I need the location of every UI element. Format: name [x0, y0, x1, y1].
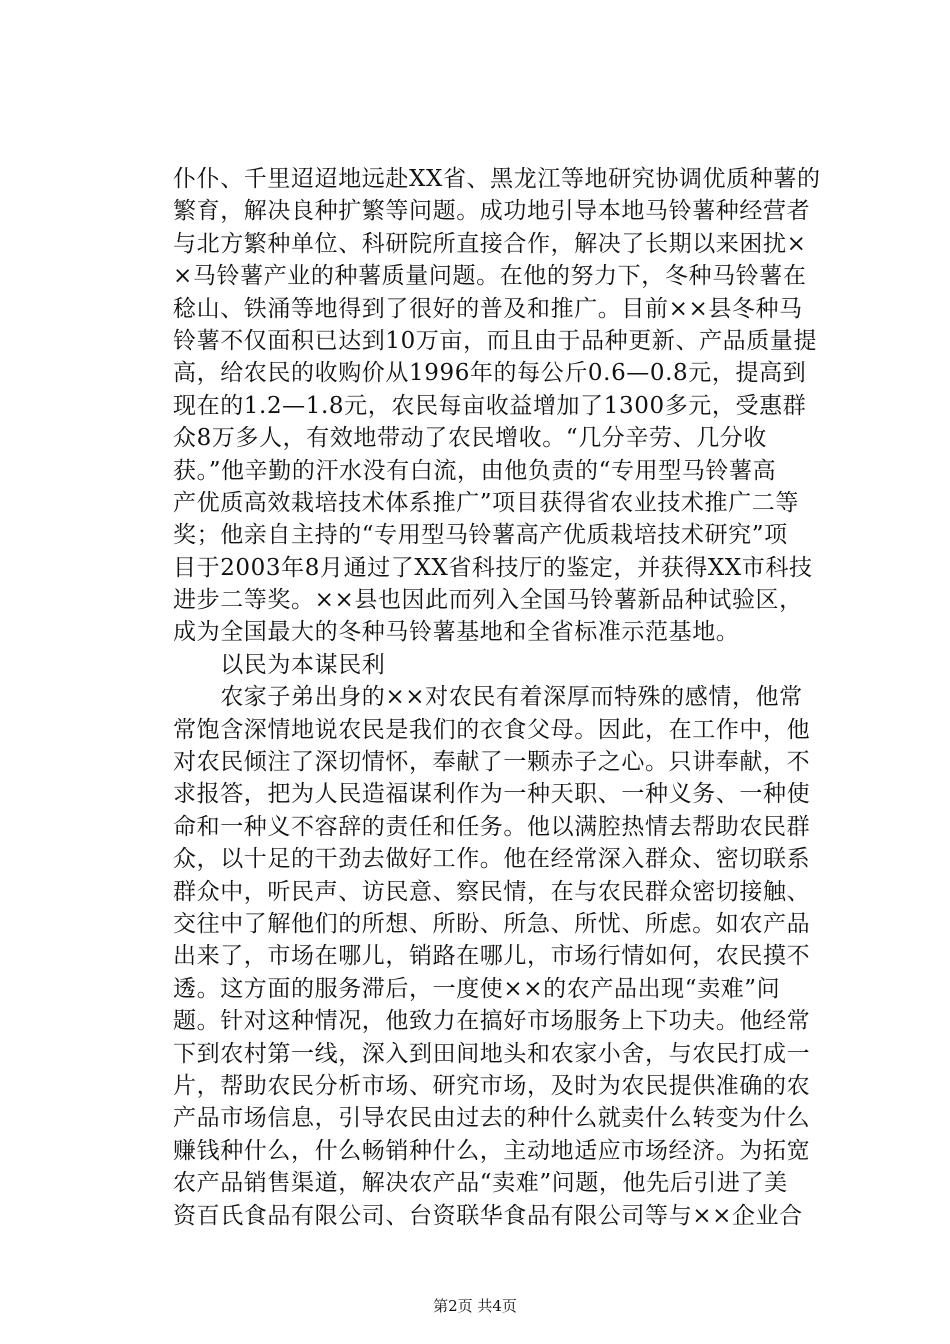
text-line: 产品市场信息，引导农民由过去的种什么就卖什么转变为什么	[173, 1105, 811, 1132]
text-line: 群众中，听民声、访民意、察民情，在与农民群众密切接触、	[173, 878, 811, 905]
section-heading: 以民为本谋民利	[173, 651, 386, 678]
text-line: ×马铃薯产业的种薯质量问题。在他的努力下，冬种马铃薯在	[173, 263, 807, 290]
document-body	[173, 163, 833, 1232]
text-line: 与北方繁种单位、科研院所直接合作，解决了长期以来困扰×	[173, 230, 807, 257]
text-line: 题。针对这种情况，他致力在搞好市场服务上下功夫。他经常	[173, 1008, 811, 1035]
text-line: 出来了，市场在哪儿，销路在哪儿，市场行情如何，农民摸不	[173, 943, 811, 970]
text-line: 赚钱种什么，什么畅销种什么，主动地适应市场经济。为拓宽	[173, 1137, 811, 1164]
text-line: 繁育，解决良种扩繁等问题。成功地引导本地马铃薯种经营者	[173, 198, 811, 225]
text-line: 透。这方面的服务滞后，一度使××的农产品出现“卖难”问	[173, 975, 781, 1002]
page-number-footer: 第2页 共4页	[433, 1297, 517, 1315]
text-line: 对农民倾注了深切情怀，奉献了一颗赤子之心。只讲奉献，不	[173, 749, 811, 776]
text-line: 片，帮助农民分析市场、研究市场，及时为农民提供准确的农	[173, 1072, 811, 1099]
text-line: 农家子弟出身的××对农民有着深厚而特殊的感情，他常	[173, 684, 803, 711]
text-line: 众，以十足的干劲去做好工作。他在经常深入群众、密切联系	[173, 846, 811, 873]
text-line: 奖；他亲自主持的“专用型马铃薯高产优质栽培技术研究”项	[173, 522, 788, 549]
text-line: 交往中了解他们的所想、所盼、所急、所忧、所虑。如农产品	[173, 910, 811, 937]
text-line: 资百氏食品有限公司、台资联华食品有限公司等与××企业合	[173, 1202, 803, 1229]
text-line: 产优质高效栽培技术体系推广”项目获得省农业技术推广二等	[173, 489, 799, 516]
text-line: 下到农村第一线，深入到田间地头和农家小舍，与农民打成一	[173, 1040, 811, 1067]
text-line: 求报答，把为人民造福谋利作为一种天职、一种义务、一种使	[173, 781, 811, 808]
text-line: 仆仆、千里迢迢地远赴XX省、黑龙江等地研究协调优质种薯的	[173, 166, 821, 192]
text-line: 目于2003年8月通过了XX省科技厅的鉴定，并获得XX市科技	[173, 554, 813, 581]
text-line: 众8万多人，有效地带动了农民增收。“几分辛劳、几分收	[173, 425, 767, 452]
text-line: 获。”他辛勤的汗水没有白流，由他负责的“专用型马铃薯高	[173, 457, 777, 484]
text-line: 现在的1.2—1.8元，农民每亩收益增加了1300多元，受惠群	[173, 392, 807, 419]
text-line: 命和一种义不容辞的责任和任务。他以满腔热情去帮助农民群	[173, 813, 811, 840]
text-line: 农产品销售渠道，解决农产品“卖难”问题，他先后引进了美	[173, 1170, 788, 1197]
text-line: 高，给农民的收购价从1996年的每公斤0.6—0.8元，提高到	[173, 360, 807, 387]
text-line: 进步二等奖。××县也因此而列入全国马铃薯新品种试验区，	[173, 587, 803, 614]
text-line: 常饱含深情地说农民是我们的衣食父母。因此，在工作中，他	[173, 716, 811, 743]
text-line: 铃薯不仅面积已达到10万亩，而且由于品种更新、产品质量提	[173, 327, 818, 354]
text-line: 稔山、铁涌等地得到了很好的普及和推广。目前××县冬种马	[173, 295, 803, 322]
text-line: 成为全国最大的冬种马铃薯基地和全省标准示范基地。	[173, 619, 740, 646]
